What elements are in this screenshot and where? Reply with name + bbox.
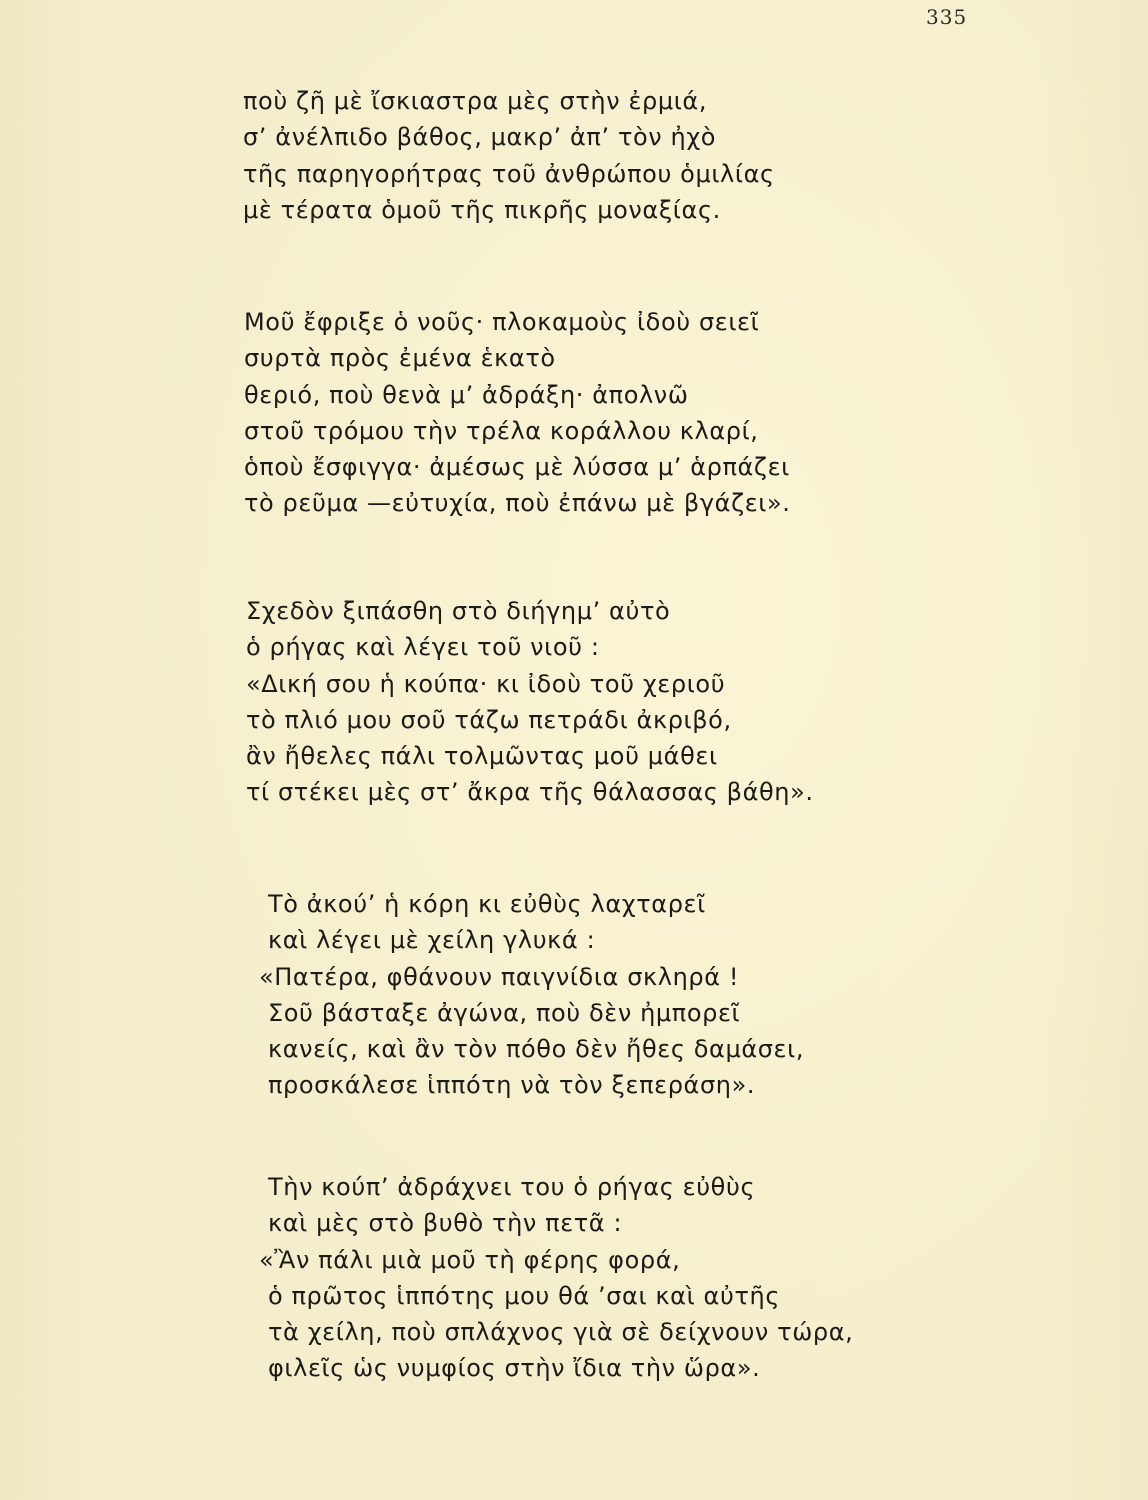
verse-line: ἂν ἤθελες πάλι τολμῶντας μοῦ μάθει [246,742,718,771]
verse-line: ποὺ ζῆ μὲ ἴσκιαστρα μὲς στὴν ἐρμιά, [243,87,708,115]
verse-line: τὸ ρεῦμα —εὐτυχία, ποὺ ἐπάνω μὲ βγάζει». [244,489,791,518]
page-number: 335 [926,5,968,29]
verse-line: στοῦ τρόμου τὴν τρέλα κοράλλου κλαρί, [244,416,759,445]
verse-line: θεριό, ποὺ θενὰ μ’ ἀδράξη· ἀπολνῶ [244,380,689,409]
verse-line: ὁποὺ ἔσφιγγα· ἀμέσως μὲ λύσσα μ’ ἁρπάζει [244,453,790,482]
verse-line: Σχεδὸν ξιπάσθη στὸ διήγημ’ αὐτὸ [246,597,671,625]
verse-line: φιλεῖς ὡς νυμφίος στὴν ἴδια τὴν ὥρα». [268,1354,761,1383]
verse-line: τῆς παρηγορήτρας τοῦ ἀνθρώπου ὁμιλίας [243,159,775,188]
stanza-5 [259,1169,854,1387]
verse-line: «Πατέρα, φθάνουν παιγνίδια σκληρά ! [259,962,740,991]
verse-line: κανείς, καὶ ἂν τὸν πόθο δὲν ἤθες δαμάσει, [268,1035,805,1064]
verse-line: Σοῦ βάσταξε ἀγώνα, ποὺ δὲν ἠμπορεῖ [268,998,741,1027]
verse-line: Τὴν κούπ’ ἀδράχνει του ὁ ρήγας εὐθὺς [268,1173,756,1201]
stanza-3 [246,593,814,811]
verse-line: «Ἂν πάλι μιὰ μοῦ τὴ φέρης φορά, [259,1245,681,1274]
verse-line: καὶ μὲς στὸ βυθὸ τὴν πετᾶ : [268,1209,623,1238]
verse-line: Τὸ ἀκού’ ἡ κόρη κι εὐθὺς λαχταρεῖ [268,890,706,918]
stanza-2 [244,304,791,522]
stanza-4 [259,886,805,1104]
verse-line: τὸ πλιό μου σοῦ τάζω πετράδι ἀκριβό, [246,705,732,734]
verse-line: σ’ ἀνέλπιδο βάθος, μακρ’ ἀπ’ τὸν ἠχὸ [243,123,717,152]
verse-line: προσκάλεσε ἱππότη νὰ τὸν ξεπεράση». [268,1071,756,1100]
verse-line: μὲ τέρατα ὁμοῦ τῆς πικρῆς μοναξίας. [243,195,721,224]
verse-line: ὁ ρήγας καὶ λέγει τοῦ νιοῦ : [246,633,600,662]
verse-line: καὶ λέγει μὲ χείλη γλυκά : [268,926,596,955]
verse-line: ὁ πρῶτος ἱππότης μου θά ’σαι καὶ αὐτῆς [268,1281,780,1310]
verse-line: τὰ χείλη, ποὺ σπλάχνος γιὰ σὲ δείχνουν τώρα, [268,1318,854,1347]
verse-line: τί στέκει μὲς στ’ ἄκρα τῆς θάλασσας βάθη». [246,778,814,807]
verse-line: συρτὰ πρὸς ἐμένα ἑκατὸ [244,344,556,373]
stanza-1 [243,83,775,228]
verse-line: «Δική σου ἡ κούπα· κι ἰδοὺ τοῦ χεριοῦ [246,669,726,698]
verse-line: Μοῦ ἔφριξε ὁ νοῦς· πλοκαμοὺς ἰδοὺ σειεῖ [244,308,760,336]
